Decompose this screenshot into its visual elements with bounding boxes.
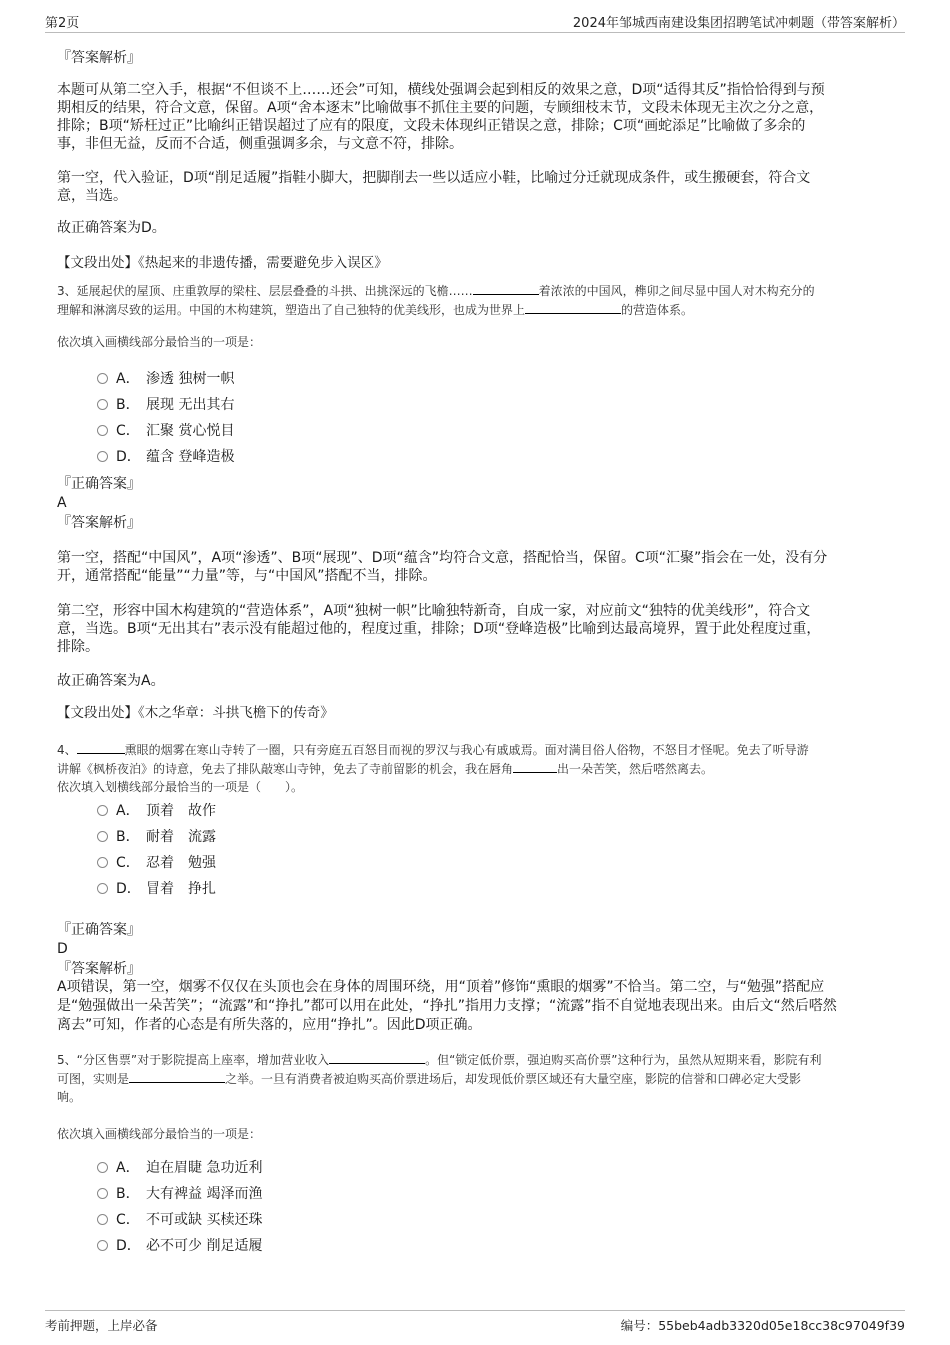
q3-analysis-line: 第一空，搭配“中国风”，A项“渗透”、B项“展现”、D项“蕴含”均符合文意，搭配恰当，保留。C项“汇聚”指会在一处，没有分 [57,550,828,566]
q2-analysis-line: 事，非但无益，反而不合适，侧重强调多余，与文意不符，排除。 [57,136,463,152]
q3-analysis-line: 意，当选。B项“无出其右”表示没有能超过他的，程度过重，排除；D项“登峰造极”比喻到达最高境界，置于此处程度过重， [57,621,821,637]
blank-line [77,739,125,754]
q3-analysis-heading: 『答案解析』 [57,515,141,531]
radio-icon[interactable] [97,805,108,816]
q5-stem-line1: 5、“分区售票”对于影院提高上座率，增加营业收入 。但“锁定低价票，强迫购买高价票”这种行为，虽然从短期来看，影院有利 [57,1049,822,1070]
blank-line [329,1049,425,1064]
q4-stem-line2: 讲解《枫桥夜泊》的诗意，免去了排队敲寒山寺钟，免去了寺前留影的机会，我在唇角 出一朵苦笑，然后嗒然离去。 [57,758,713,779]
q3-option-b[interactable]: B． 展现 无出其右 [97,395,234,415]
radio-icon[interactable] [97,451,108,462]
q4-analysis-heading: 『答案解析』 [57,961,141,977]
q3-stem-line1: 3、延展起伏的屋顶、庄重敦厚的梁柱、层层叠叠的斗拱、出挑深远的飞檐…… 着浓浓的中国风，榫卯之间尽显中国人对木构充分的 [57,280,815,301]
q2-conclusion: 故正确答案为D。 [57,220,166,236]
radio-icon[interactable] [97,831,108,842]
q3-analysis-line: 开，通常搭配“能量”“力量”等，与“中国风”搭配不当，排除。 [57,568,437,584]
radio-icon[interactable] [97,1188,108,1199]
q3-instruction: 依次填入画横线部分最恰当的一项是： [57,335,262,349]
q4-option-d[interactable]: D． 冒着 挣扎 [97,879,216,899]
q4-analysis-line: A项错误，第一空，烟雾不仅仅在头顶也会在身体的周围环绕，用“顶着”修饰“熏眼的烟雾”不恰当。第二空，与“勉强”搭配应 [57,979,825,995]
q2-analysis-line: 排除；B项“矫枉过正”比喻纠正错误超过了应有的限度，文段未体现纠正错误之意，排除；C项“画蛇添足”比喻做了多余的 [57,118,806,134]
q5-option-b[interactable]: B． 大有裨益 竭泽而渔 [97,1184,262,1204]
q3-conclusion: 故正确答案为A。 [57,673,165,689]
q4-instruction: 依次填入划横线部分最恰当的一项是（ ）。 [57,780,304,794]
page-header [45,10,905,33]
radio-icon[interactable] [97,1162,108,1173]
radio-icon[interactable] [97,1214,108,1225]
q4-option-a[interactable]: A． 顶着 故作 [97,801,216,821]
q4-answer-heading: 『正确答案』 [57,922,141,938]
q3-source: 【文段出处】《木之华章：斗拱飞檐下的传奇》 [57,705,334,721]
radio-icon[interactable] [97,857,108,868]
blank-line [129,1068,225,1083]
q5-option-d[interactable]: D． 必不可少 削足适履 [97,1236,262,1256]
q3-option-c[interactable]: C． 汇聚 赏心悦目 [97,421,234,441]
q3-answer: A [57,495,67,511]
q4-option-c[interactable]: C． 忍着 勉强 [97,853,216,873]
q3-analysis-line: 排除。 [57,639,99,655]
q2-analysis-line: 意，当选。 [57,188,127,204]
q3-answer-heading: 『正确答案』 [57,476,141,492]
blank-line [525,299,621,314]
radio-icon[interactable] [97,883,108,894]
radio-icon[interactable] [97,425,108,436]
q5-instruction: 依次填入画横线部分最恰当的一项是： [57,1127,262,1141]
q3-option-a[interactable]: A． 渗透 独树一帜 [97,369,234,389]
q2-analysis-line: 本题可从第二空入手，根据“不但谈不上……还会”可知，横线处强调会起到相反的效果之意，D项“适得其反”指恰恰得到与预 [57,82,825,98]
q3-stem-line2: 理解和淋漓尽致的运用。中国的木构建筑，塑造出了自己独特的优美线形，也成为世界上 的营造体系。 [57,299,693,320]
q2-analysis-line: 第一空，代入验证，D项“削足适履”指鞋小脚大，把脚削去一些以适应小鞋，比喻过分迁就现成条件，或生搬硬套，符合文 [57,170,811,186]
q3-analysis-line: 第二空，形容中国木构建筑的“营造体系”，A项“独树一帜”比喻独特新奇，自成一家，对应前文“独特的优美线形”，符合文 [57,603,811,619]
page-footer [45,1310,905,1337]
blank-line [473,280,539,295]
document-title: 2024年邹城西南建设集团招聘笔试冲刺题（带答案解析） [572,16,905,31]
q5-stem-line3: 响。 [57,1090,82,1104]
radio-icon[interactable] [97,399,108,410]
footer-slogan: 考前押题，上岸必备 [45,1318,158,1333]
q5-option-c[interactable]: C． 不可或缺 买椟还珠 [97,1210,262,1230]
radio-icon[interactable] [97,1240,108,1251]
q5-option-a[interactable]: A． 迫在眉睫 急功近利 [97,1158,262,1178]
q4-analysis-line: 离去”可知，作者的心态是有所失落的，应用“挣扎”。因此D项正确。 [57,1017,482,1033]
document-code: 编号：55beb4adb3320d05e18cc38c97049f39 [620,1318,905,1333]
q4-option-b[interactable]: B． 耐着 流露 [97,827,216,847]
q2-analysis-line: 期相反的结果，符合文意，保留。A项“舍本逐末”比喻做事不抓住主要的问题，专顾细枝末节，文段未体现无主次之分之意， [57,100,824,116]
q4-stem-line1: 4、 熏眼的烟雾在寒山寺转了一圈，只有旁庭五百怒目而视的罗汉与我心有戚戚焉。面对满目俗人俗物，不怒目才怪呢。免去了听导游 [57,739,809,760]
q3-option-d[interactable]: D． 蕴含 登峰造极 [97,447,234,467]
blank-line [513,758,557,773]
q2-analysis-heading: 『答案解析』 [57,50,141,66]
q4-answer: D [57,941,68,957]
q5-stem-line2: 可图，实则是 之举。一旦有消费者被迫购买高价票进场后，却发现低价票区域还有大量空座，影院的信誉和口碑必定大受影 [57,1068,801,1089]
q2-source: 【文段出处】《热起来的非遗传播，需要避免步入误区》 [57,255,388,271]
page-number: 第2页 [45,16,80,31]
q4-analysis-line: 是“勉强做出一朵苦笑”；“流露”和“挣扎”都可以用在此处，“挣扎”指用力支撑；“流露”指不自觉地表现出来。由后文“然后嗒然 [57,998,837,1014]
radio-icon[interactable] [97,373,108,384]
